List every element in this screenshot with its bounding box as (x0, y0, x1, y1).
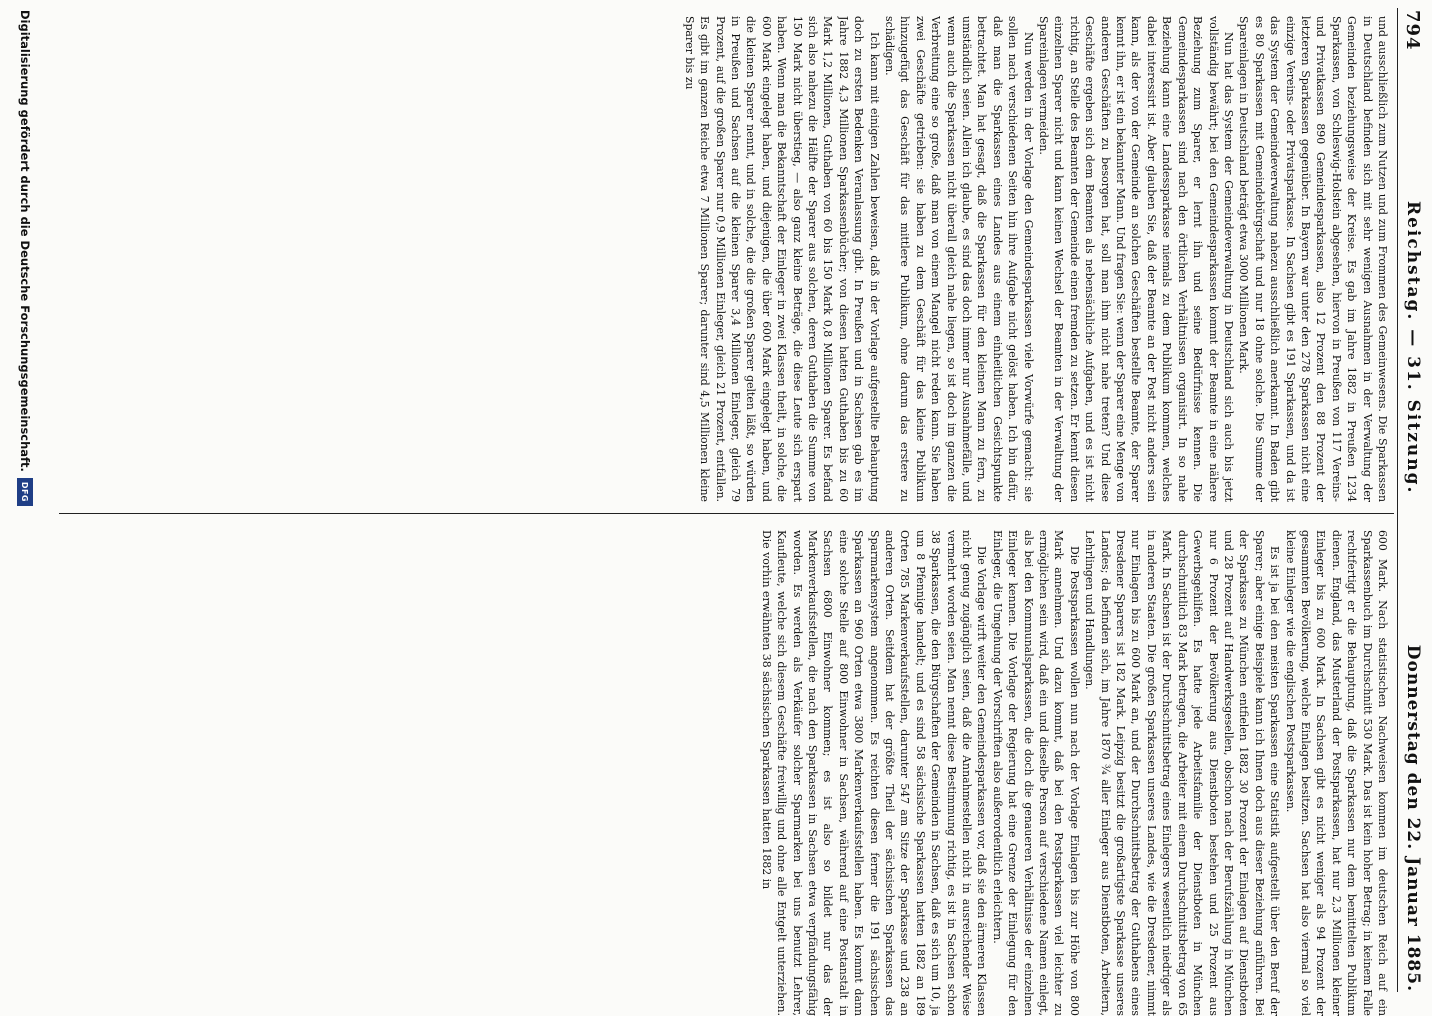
paragraph: Nun hat das System der Gemeindeverwaltung in Deutschland sich auch bis jetzt vollständig bewährt; bei den Gemeindesparkassen kommt der Beamte in eine nähere Beziehung zum Sparer, er lernt ihn und seine Bedürfnisse kennen. Die Gemeindesparkassen sind nach den örtlichen Verhältnissen organisirt. In so nahe Beziehung kann eine Landessparkasse niemals zu dem Publikum kommen, welches dabei interessirt ist. Aber glauben Sie, daß der Beamte an der Post nicht anders sein kann, als der von der Gemeinde an solchen Geschäften bestellte Beamte, der Sparer kennt ihn, er ist ein bekannter Mann. Und fragen Sie: wenn der Sparer eine Menge von anderen Geschäften zu besorgen hat, soll man ihm nicht nahe treten? Und diese Geschäfte ergeben sich dem Beamten als nebensächliche Aufgaben, und es ist nicht richtig, an Stelle des Beamten der Gemeinde einen fremden zu setzen. Er kennt diesen einzelnen Sparer nicht und kann keinen Wechsel der Beamten in der Verwaltung der Spareinlagen vermeiden. (1037, 16, 1235, 502)
page-number: 794 (1402, 10, 1424, 51)
text-column-left (60, 16, 1390, 502)
paragraph: Die Postsparkassen wollen nun nach der Vorlage Einlagen bis zur Höhe von 800 Mark annehmen. Und dazu kommt, daß bei den Postsparkassen viel leichter zu ermöglichen sein wird, daß ein und dieselbe Person auf verschiedene Namen einlegt, als bei den Kommunalsparkassen, die doch die genaueren Verhältnisse der einzelnen Einleger kennen. Die Vorlage der Regierung hat eine Grenze der Einlegung für den Einleger, die Umgehung der Vorschriften also außerordentlich erleichtern. (990, 530, 1081, 1016)
paragraph: und ausschließlich zum Nutzen und zum Frommen des Gemeinwesens. Die Sparkassen in Deutschland befinden sich mit sehr wenigen Ausnahmen in der Verwaltung der Gemeinden beziehungsweise der Kreise. Es gab im Jahre 1882 in Preußen 1234 Sparkassen, von Schleswig-Holstein abgesehen, hiervon in Preußen von 117 Vereins- und Privatkassen 890 Gemeindesparkassen, also 12 Prozent den 88 Prozent der letzteren Sparkassen gegenüber. In Bayern war unter den 278 Sparkassen nicht eine einzige Vereins- oder Privatsparkasse. In Sachsen gibt es 191 Sparkassen, und da ist das System der Gemeindeverwaltung nahezu ausschließlich anerkannt. In Baden gibt es 80 Sparkassen mit Gemeindebürgschaft und nur 18 ohne solche. Die Summe der Spareinlagen in Deutschland beträgt etwa 3000 Millionen Mark. (1237, 16, 1389, 502)
credit-text: Digitalisierung gefördert durch die Deutsche Forschungsgemeinschaft. (18, 10, 32, 472)
dfg-logo-icon: DFG (17, 478, 33, 506)
paragraph: Es ist ja bei den meisten Sparkassen eine Statistik aufgestellt über den Beruf der Sparer; aber einige Beispiele kann ich Ihnen doch aus dieser Beziehung anführen. Bei der Sparkasse zu München entfielen 1882 30 Prozent der Einlagen auf Dienstboten und 28 Prozent auf Handwerksgesellen, obschon nach der Berufszählung in München nur 6 Prozent der Bevölkerung aus Dienstboten bestehen und 25 Prozent aus Gewerbsgehilfen. Es hatte jede Arbeitsfamilie der Dienstboten in München durchschnittlich 83 Mark betragen, die Arbeiter mit einem Durchschnittsbetrag von 65 Mark. In Sachsen ist der Durchschnittsbetrag eines Einlegers wesentlich niedriger als in anderen Staaten. Die großen Sparkassen unseres Landes, wie die Dresdener, nimmt nur Einlagen bis zu 600 Mark an, und der Durchschnittsbetrag der Guthabens eines Dresdener Sparers ist 182 Mark. Leipzig besitzt die großartigste Sparkasse unseres Landes; da befinden sich, im Jahre 1870 ¾ aller Einleger aus Dienstboten, Arbeitern, Lehrlingen und Handlungen. (1083, 530, 1282, 1016)
digitization-credit (12, 0, 38, 1000)
session-title: Reichstag. — 31. Sitzung. (1403, 200, 1423, 495)
paragraph: Die Vorlage wirft weiter den Gemeindesparkassen vor, daß sie den ärmeren Klassen nicht genug zugänglich seien, daß die Annahmestellen nicht in ausreichender Weise vermehrt worden seien. Man nennt diese Bestimmung richtig, es ist in Sachsen schon 38 Sparkassen, die den Bürgschaften der Gemeinden in Sachsen, daß es sich um 10, ja um 8 Pfennige handelt; und es sind 58 sächsische Sparkassen hatten 1882 an 189 Orten 785 Markenverkaufsstellen, darunter 547 am Sitze der Sparkasse und 238 an anderen Orten. Seitdem hat der größte Theil der sächsischen Sparkassen das Sparmarkensystem angenommen. Es reichten diesen ferner die 191 sächsischen Sparkassen an 960 Orten etwa 3800 Markenverkaufsstellen haben. Es kommt dann eine solche Stelle auf 800 Einwohner in Sachsen, während auf eine Postanstalt in Sachsen 6800 Einwohner kommen; es ist also so bildet nur das der Markenverkaufsstellen, die nach den Sparkassen in Sachsen etwa verpfändungsfähig worden. Es werden als Verkäufer solcher Sparmarken bei uns benutzt Lehrer, Kaufleute, welche sich diesem Geschäfte freiwillig und ohne alle Entgelt unterziehen. Die vorhin erwähnten 38 sächsischen Sparkassen hatten 1882 in (759, 530, 989, 1016)
text-column-right (60, 530, 1390, 1016)
paragraph: 600 Mark. Nach statistischen Nachweisen kommen im deutschen Reich auf ein Sparkassenbuch im Durchschnitt 530 Mark. Das ist kein hoher Betrag; in keinem Falle rechtfertigt er die Behauptung, daß die Sparkassen nur dem bemittelten Publikum dienen. England, das Musterland der Postsparkassen, hat nur 2,3 Millionen kleiner Einleger bis zu 600 Mark. In Sachsen gibt es nicht weniger als 94 Prozent der gesammten Bevölkerung, welche Einlagen besitzen. Sachsen hat also viermal so viel kleine Einleger wie die englischen Postsparkassen. (1283, 530, 1389, 1016)
header-rule (1397, 8, 1398, 992)
column-divider (59, 513, 1394, 514)
session-date: Donnerstag den 22. Januar 1885. (1403, 644, 1423, 992)
paragraph: Nun werden in der Vorlage den Gemeindesparkassen viele Vorwürfe gemacht: sie sollen nach verschiedenen Seiten hin ihre Aufgabe nicht gelöst haben. Ich bin dafür, daß man die Sparkassen eines Landes aus einem einheitlichen Gesichtspunkte betrachtet. Man hat gesagt, daß die Sparkassen für den kleinen Mann zu fern, zu umständlich seien. Allein ich glaube, es sind das doch immer nur Ausnahmefälle, und wenn auch die Sparkassen nicht überall gleich nahe liegen, so ist doch im ganzen die Verbreitung eine so große, daß man von einem Mangel nicht reden kann. Sie haben zwei Geschäfte getrieben: sie haben zu dem Geschäft für das kleine Publikum hinzugefügt das Geschäft für das mittlere Publikum, ohne darum das erstere zu schädigen. (883, 16, 1035, 502)
paragraph: Ich kann mit einigen Zahlen beweisen, daß in der Vorlage aufgestellte Behauptung doch zu ersten Bedenken Veranlassung gibt. In Preußen und in Sachsen gab es im Jahre 1882 4,3 Millionen Sparkassenbücher; von diesen hatten Guthaben bis zu 60 Mark 1,2 Millionen, Guthaben von 60 bis 150 Mark 0,8 Millionen Sparer. Es befand sich also nahezu die Hälfte der Sparer aus solchen, deren Guthaben die Summe von 150 Mark nicht überstieg, — also ganz kleine Beträge, die diese Leute sich erspart haben. Wenn man die Bekanntschaft der Einleger in zwei Klassen theilt, in solche, die 600 Mark eingelegt haben, und diejenigen, die über 600 Mark eingelegt haben, und die kleinen Sparer nennt, und in solche, die die großen Sparer gelten läßt, so würden in Preußen und Sachsen auf die kleinen Sparer 3,4 Millionen Einleger, gleich 79 Prozent, auf die großen Sparer nur 0,9 Millionen Einleger, gleich 21 Prozent, entfallen. Es gibt im ganzen Reiche etwa 7 Millionen Sparer; darunter sind 4,5 Millionen kleine Sparer bis zu (682, 16, 881, 502)
running-head (1402, 10, 1424, 992)
